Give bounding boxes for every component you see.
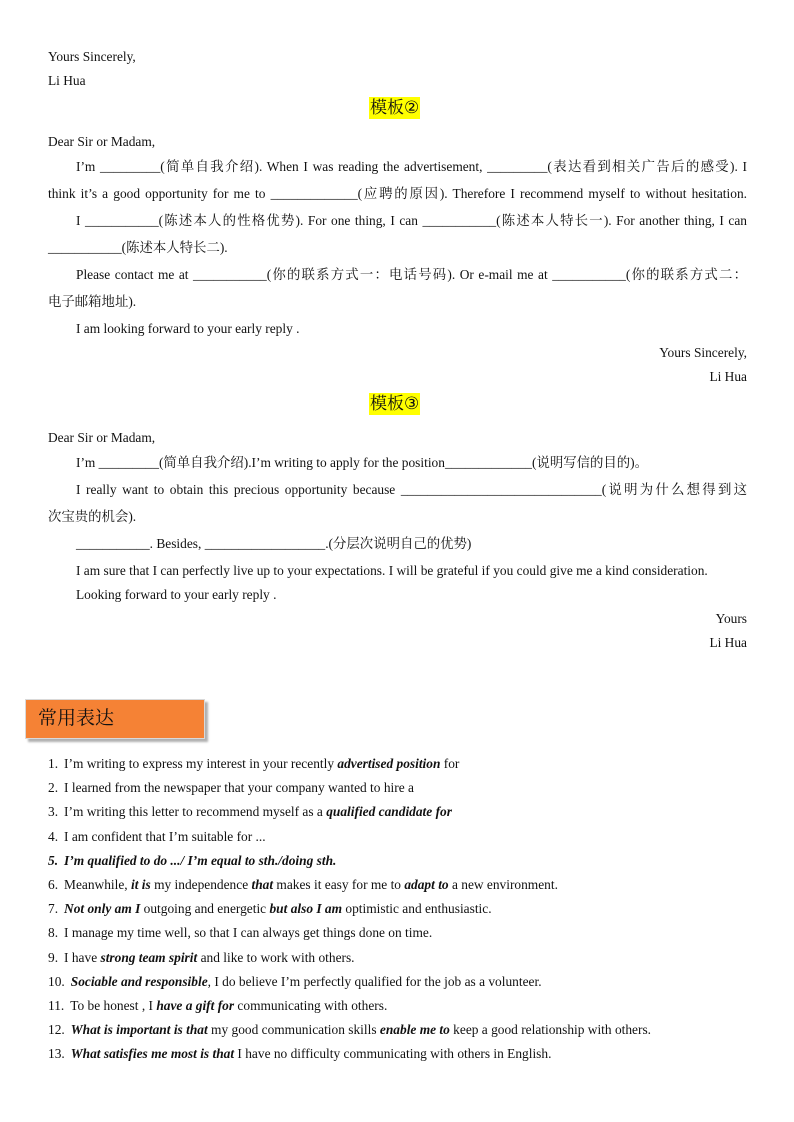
t2-p3-line2: 电子邮箱地址). (48, 294, 137, 309)
expression-text: for (440, 756, 460, 771)
template-3-heading: 模板③ (370, 394, 420, 414)
expression-key-phrase: Not only am I (64, 901, 141, 916)
expression-item (48, 853, 336, 869)
expression-number: 6. (48, 877, 59, 892)
expression-text: I’m writing this letter to recommend myself as a (64, 804, 327, 819)
expression-key-phrase: but also I am (269, 901, 343, 916)
expression-number: 2. (48, 780, 59, 795)
expression-number: 12. (48, 1022, 65, 1037)
expression-key-phrase: advertised position (337, 756, 441, 771)
expression-key-phrase: enable me to (379, 1022, 450, 1037)
expression-number: 4. (48, 829, 59, 844)
expression-key-phrase: What satisfies me most is that (70, 1046, 235, 1061)
expression-text: To be honest , I (70, 998, 157, 1013)
t2-p2-line2: ___________(陈述本人特长二). (48, 240, 228, 255)
expression-item (48, 1046, 551, 1062)
expression-key-phrase: that (251, 877, 274, 892)
expression-text: I have (64, 950, 101, 965)
expression-number: 7. (48, 901, 59, 916)
t2-p1-line2: think it’s a good opportunity for me to _____________(应聘的原因). Therefore I recommend myself to without hesitation. (48, 186, 747, 201)
t3-p2-line2: 次宝贵的机会). (48, 509, 137, 524)
t2-p4: I am looking forward to your early reply . (76, 321, 300, 336)
expression-text: , I do believe I’m perfectly qualified for the job as a volunteer. (207, 974, 542, 989)
section-title: 常用表达 (38, 707, 115, 729)
expression-text: my independence (150, 877, 252, 892)
t3-p2-line1: I really want to obtain this precious opportunity because ______________________________(说明为什么想得到这 (76, 482, 747, 497)
expression-text: a new environment. (448, 877, 558, 892)
expression-key-phrase: adapt to (404, 877, 449, 892)
expression-text: makes it easy for me to (273, 877, 405, 892)
expression-key-phrase: qualified candidate for (326, 804, 452, 819)
expression-text: outgoing and energetic (140, 901, 270, 916)
expression-item (48, 925, 432, 941)
expression-key-phrase: I’m qualified to do .../ I’m equal to sth./doing sth. (64, 853, 337, 868)
t2-p3-line1: Please contact me at ___________(你的联系方式一：电话号码). Or e-mail me at ___________(你的联系方式二： (76, 267, 747, 282)
expression-item (48, 756, 459, 772)
expression-item (48, 829, 266, 845)
expression-text: keep a good relationship with others. (449, 1022, 652, 1037)
template-2-heading: 模板② (370, 98, 420, 118)
expression-text: I’m writing to express my interest in your recently (64, 756, 338, 771)
expression-key-phrase: have a gift for (156, 998, 235, 1013)
expression-number: 1. (48, 756, 59, 771)
t3-p1: I’m _________(简单自我介绍).I’m writing to apply for the position_____________(说明写信的目的)。 (76, 455, 649, 470)
expression-item (48, 950, 355, 966)
expression-number: 11. (48, 998, 65, 1013)
expression-item (48, 901, 492, 917)
closing-name: Li Hua (48, 73, 86, 88)
t2-greeting: Dear Sir or Madam, (48, 134, 156, 149)
expression-text: communicating with others. (234, 998, 388, 1013)
expression-text: optimistic and enthusiastic. (342, 901, 492, 916)
t3-p4: I am sure that I can perfectly live up to your expectations. I will be grateful if you could give me a kind consideration. (76, 563, 708, 578)
expression-number: 8. (48, 925, 59, 940)
t2-p2-line1: I ___________(陈述本人的性格优势). For one thing, I can ___________(陈述本人特长一). For another thing, I can (76, 213, 747, 228)
expression-text: I am confident that I’m suitable for ... (64, 829, 266, 844)
expression-item (48, 974, 542, 990)
expression-text: I manage my time well, so that I can always get things done on time. (64, 925, 433, 940)
expression-number: 9. (48, 950, 59, 965)
expression-number: 5. (48, 853, 59, 868)
expression-text: Meanwhile, (64, 877, 131, 892)
expression-item (48, 1022, 651, 1038)
t3-greeting: Dear Sir or Madam, (48, 430, 156, 445)
expression-item (48, 877, 558, 893)
section-title-box (25, 699, 205, 739)
expression-key-phrase: it is (130, 877, 151, 892)
expression-number: 10. (48, 974, 65, 989)
expression-text: my good communication skills (207, 1022, 380, 1037)
expression-item (48, 780, 414, 796)
t3-p5: Looking forward to your early reply . (76, 587, 277, 602)
t3-p3: ___________. Besides, __________________.(分层次说明自己的优势) (76, 536, 472, 551)
expression-text: I have no difficulty communicating with others in English. (234, 1046, 552, 1061)
t3-closing: Yours (715, 611, 747, 626)
expression-key-phrase: Sociable and responsible (70, 974, 208, 989)
closing-yours-sincerely: Yours Sincerely, (48, 49, 136, 64)
expression-text: and like to work with others. (197, 950, 355, 965)
t2-closing: Yours Sincerely, (659, 345, 747, 360)
expression-key-phrase: What is important is that (70, 1022, 208, 1037)
expression-item (48, 998, 387, 1014)
expression-text: I learned from the newspaper that your company wanted to hire a (64, 780, 414, 795)
t3-name: Li Hua (709, 635, 747, 650)
expression-key-phrase: strong team spirit (100, 950, 198, 965)
expression-number: 3. (48, 804, 59, 819)
t2-name: Li Hua (709, 369, 747, 384)
t2-p1-line1: I’m _________(简单自我介绍). When I was reading the advertisement, _________(表达看到相关广告后的感受). I (76, 159, 747, 174)
expression-number: 13. (48, 1046, 65, 1061)
expression-item (48, 804, 452, 820)
